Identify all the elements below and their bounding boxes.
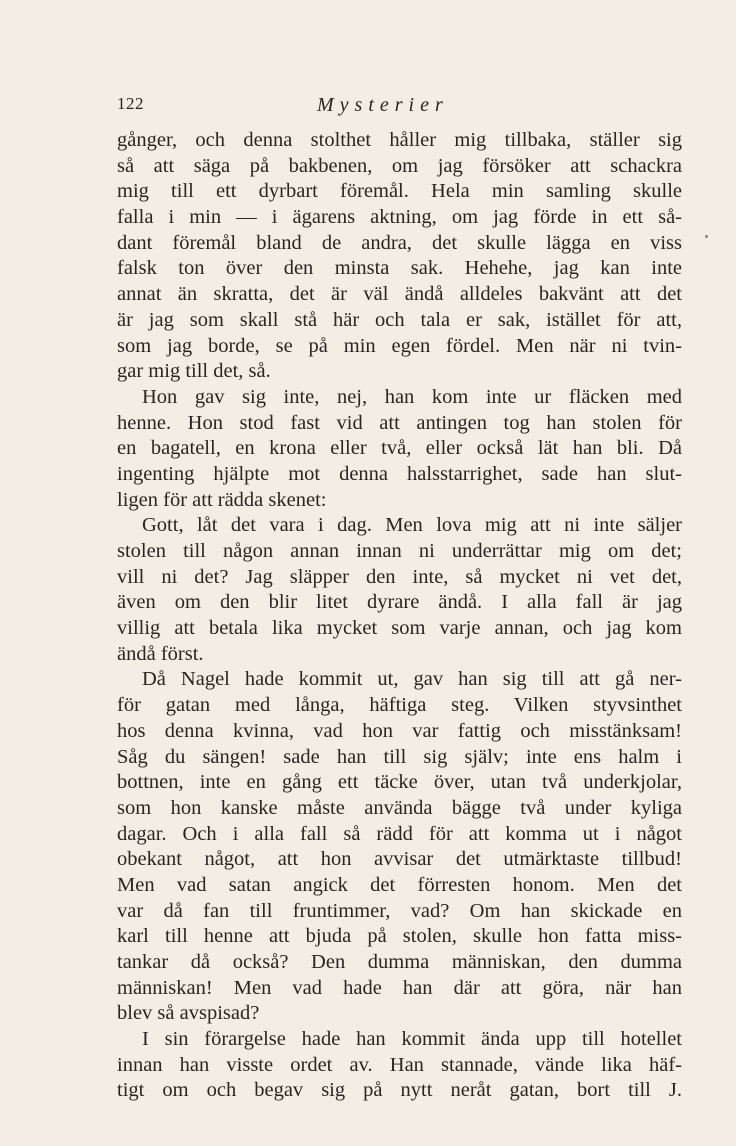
text-line: även om den blir litet dyrare ändå. I alla fall är jag <box>117 591 682 614</box>
margin-mark <box>705 235 708 238</box>
text-line: annat än skratta, det är väl ändå alldeles bakvänt att det <box>117 283 682 306</box>
text-line: Då Nagel hade kommit ut, gav han sig till att gå ner- <box>142 668 682 691</box>
text-line: en bagatell, en krona eller två, eller också lät han bli. Då <box>117 437 682 460</box>
text-line: som hon kanske måste använda bägge två under kyliga <box>117 796 682 819</box>
text-line: vill ni det? Jag släpper den inte, så mycket ni vet det, <box>117 565 682 588</box>
text-line: henne. Hon stod fast vid att antingen tog han stolen för <box>117 411 682 434</box>
text-line: människan! Men vad hade han där att göra, när han <box>117 976 682 999</box>
text-line: tankar då också? Den dumma människan, den dumma <box>117 951 682 973</box>
text-line: mig till ett dyrbart föremål. Hela min samling skulle <box>117 180 682 203</box>
text-line: tigt om och begav sig på nytt neråt gatan, bort till J. <box>117 1079 682 1102</box>
text-line: falsk ton över den minsta sak. Hehehe, jag kan inte <box>117 257 682 280</box>
text-line: hos denna kvinna, vad hon var fattig och misstänksam! <box>117 719 682 742</box>
text-line: Gott, låt det vara i dag. Men lova mig att ni inte säljer <box>142 514 682 537</box>
page-number: 122 <box>117 94 144 113</box>
text-line: obekant något, att hon avvisar det utmärktaste tillbud! <box>117 848 682 871</box>
text-line: ingenting hjälpte mot denna halsstarrighet, sade han slut- <box>117 462 682 485</box>
text-line: så att säga på bakbenen, om jag försöker att schackra <box>117 154 682 177</box>
text-line: innan han visste ordet av. Han stannade, vände lika häf- <box>117 1053 682 1076</box>
text-line: ligen för att rädda skenet: <box>117 488 327 511</box>
body-text <box>117 128 682 1104</box>
text-line: för gatan med långa, häftiga steg. Vilken styvsinthet <box>117 694 682 717</box>
text-line: dant föremål bland de andra, det skulle lägga en viss <box>117 231 682 254</box>
text-line: ändå först. <box>117 642 204 665</box>
text-line: blev så avspisad? <box>117 1002 260 1025</box>
text-line: I sin förargelse hade han kommit ända upp till hotellet <box>142 1028 682 1051</box>
running-head: Mysterier <box>317 94 449 116</box>
text-line: villig att betala lika mycket som varje annan, och jag kom <box>117 617 682 640</box>
text-line: bottnen, inte en gång ett täcke över, utan två underkjolar, <box>117 771 682 794</box>
text-line: gar mig till det, så. <box>117 360 271 383</box>
text-line: Såg du sängen! sade han till sig själv; inte ens halm i <box>117 745 682 768</box>
text-line: Hon gav sig inte, nej, han kom inte ur fläcken med <box>142 385 682 408</box>
text-line: är jag som skall stå här och tala er sak, istället för att, <box>117 308 682 331</box>
text-line: karl till henne att bjuda på stolen, skulle hon fatta miss- <box>117 925 682 948</box>
text-line: Men vad satan angick det förresten honom. Men det <box>117 873 682 896</box>
text-line: stolen till någon annan innan ni underrättar mig om det; <box>117 540 682 562</box>
text-line: falla i min — i ägarens aktning, om jag förde in ett så- <box>117 206 682 229</box>
text-line: gånger, och denna stolthet håller mig tillbaka, ställer sig <box>117 129 682 151</box>
text-line: dagar. Och i alla fall så rädd för att komma ut i något <box>117 822 682 845</box>
text-line: var då fan till fruntimmer, vad? Om han skickade en <box>117 899 682 922</box>
page-header <box>117 94 682 118</box>
text-line: som jag borde, se på min egen fördel. Men när ni tvin- <box>117 334 682 357</box>
